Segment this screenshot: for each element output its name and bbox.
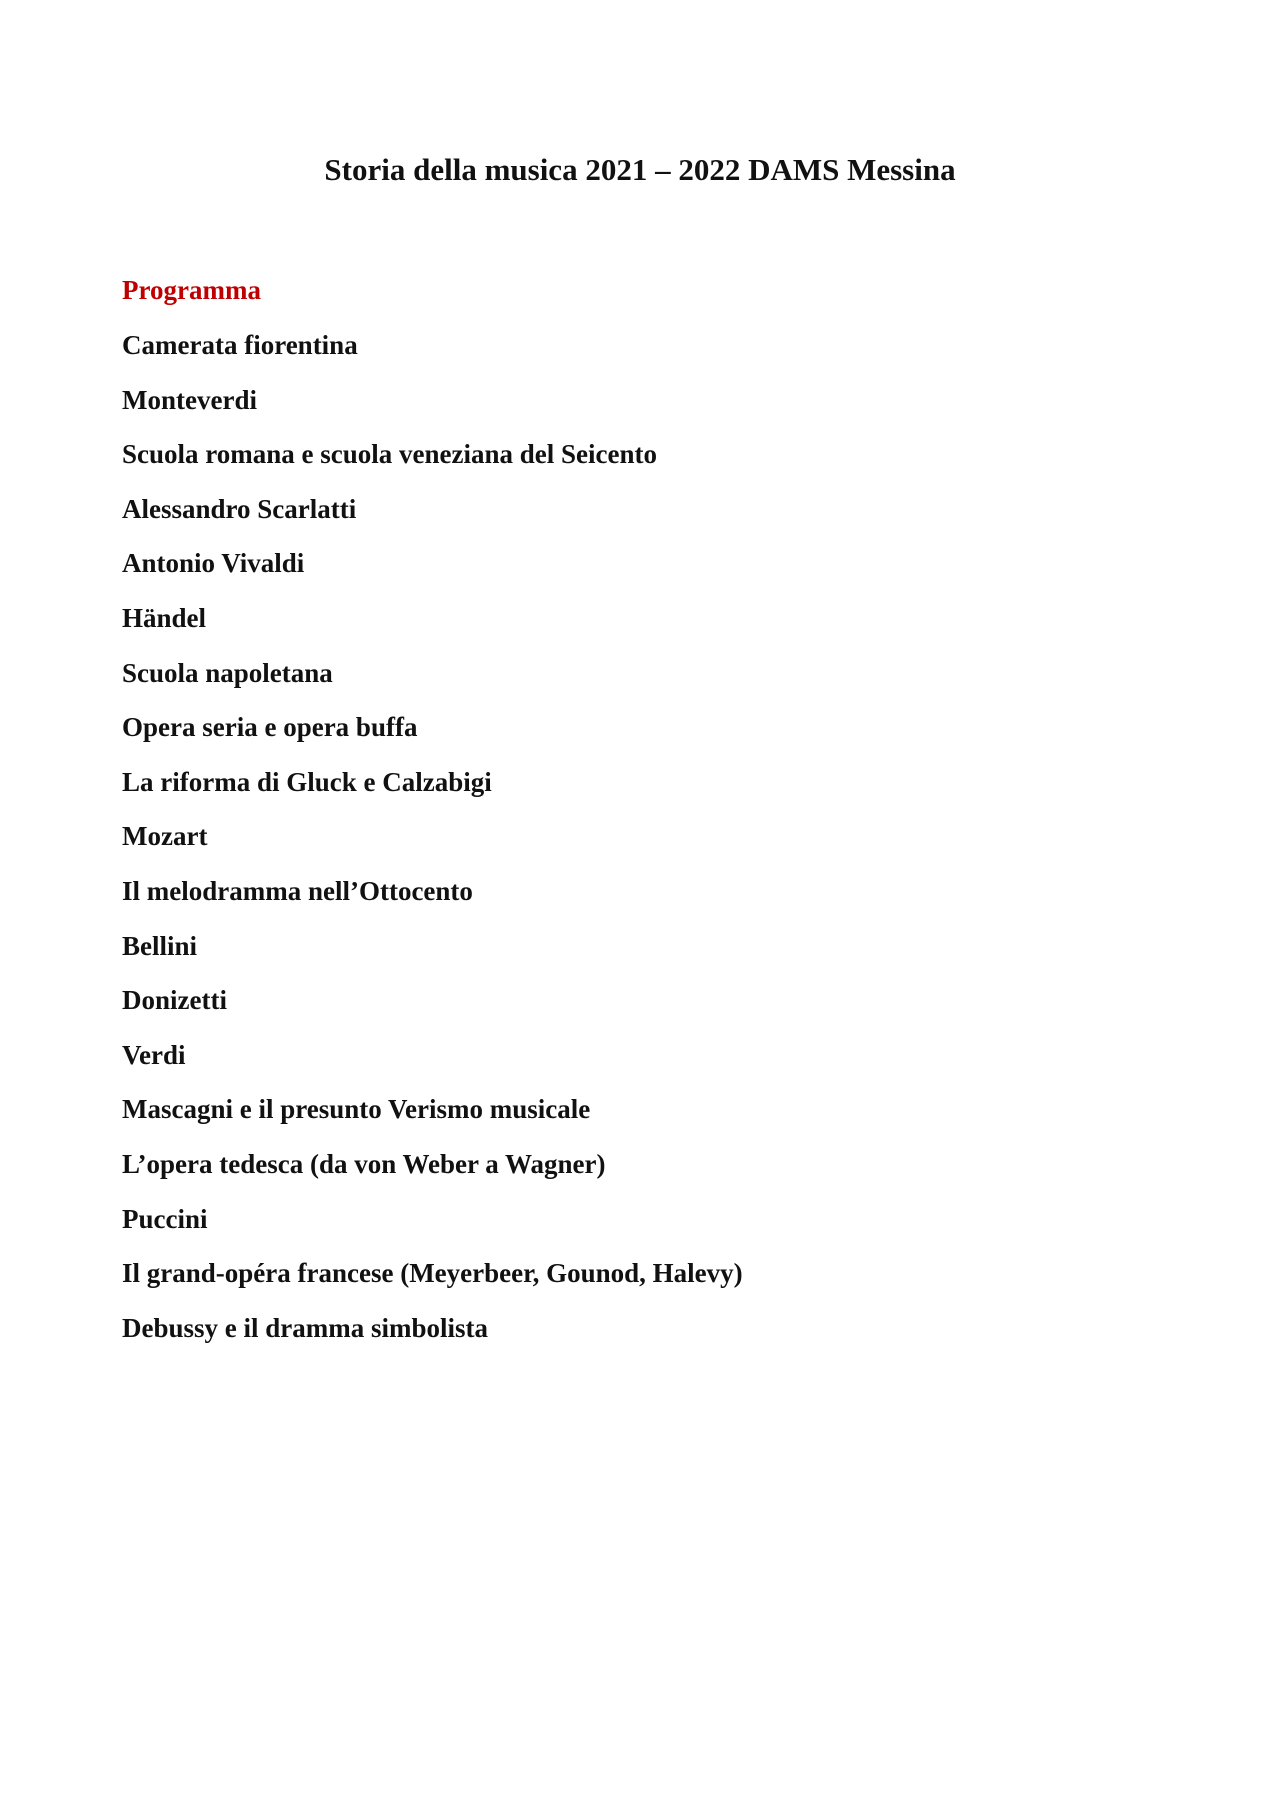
list-item: Il melodramma nell’Ottocento <box>122 875 473 906</box>
list-item: Scuola romana e scuola veneziana del Seicento <box>122 439 657 470</box>
document-title: Storia della musica 2021 – 2022 DAMS Messina <box>324 152 956 187</box>
list-item: La riforma di Gluck e Calzabigi <box>122 766 492 797</box>
list-item: Puccini <box>122 1203 208 1234</box>
list-item: Donizetti <box>122 985 227 1016</box>
list-item: Händel <box>122 602 207 633</box>
list-item: Verdi <box>122 1039 186 1070</box>
list-item: Scuola napoletana <box>122 657 333 688</box>
list-item: Debussy e il dramma simbolista <box>122 1312 489 1343</box>
list-item: Alessandro Scarlatti <box>122 493 357 524</box>
list-item: Opera seria e opera buffa <box>122 712 418 743</box>
topic-list <box>122 327 743 1364</box>
list-item: Monteverdi <box>122 384 257 415</box>
list-item: Mozart <box>122 821 208 852</box>
list-item: Antonio Vivaldi <box>122 548 305 579</box>
list-item: Bellini <box>122 930 198 961</box>
list-item: Il grand-opéra francese (Meyerbeer, Gounod, Halevy) <box>122 1258 743 1289</box>
section-heading-programma: Programma <box>122 275 261 305</box>
list-item: L’opera tedesca (da von Weber a Wagner) <box>122 1148 606 1179</box>
list-item: Mascagni e il presunto Verismo musicale <box>122 1094 591 1125</box>
list-item: Camerata fiorentina <box>122 330 358 360</box>
